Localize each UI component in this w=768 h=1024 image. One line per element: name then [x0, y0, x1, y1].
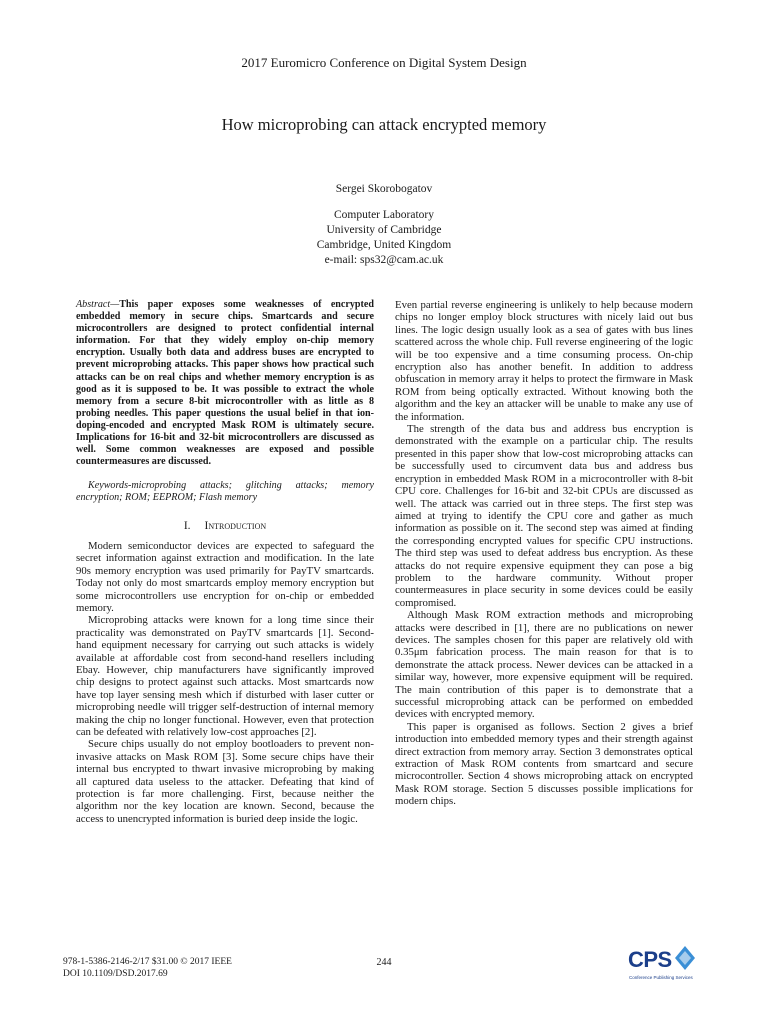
- conference-header: 2017 Euromicro Conference on Digital System Design: [241, 55, 527, 70]
- paragraph: Even partial reverse engineering is unlikely to help because modern chips no longer employ block structures with nicely laid out bus lines. The logic design usually look as a sea of gates with bus lines scattered across the whole chip. Full reverse engineering of the logic will be too expensive and a time consuming process. On-chip encryption also has another benefit. In addition to address obfuscation in memory array it helps to protect the firmware in Mask ROM from being optically extracted. Without knowing both the algorithm and the key an attacker will be unable to make any use of the information.: [395, 299, 693, 423]
- doi-line: DOI 10.1109/DSD.2017.69: [63, 968, 168, 979]
- paragraph: Modern semiconductor devices are expected to safeguard the secret information against extraction and modification. In the late 90s memory encryption was used primarily for PayTV smartcards. Today not only do most smartcards employ memory encryption but some microcontrollers use encryption for on-chip or embedded memory.: [76, 539, 374, 614]
- author-name: Sergei Skorobogatov: [335, 183, 433, 195]
- abstract-text: This paper exposes some weaknesses of encrypted embedded memory in secure chips. Smartcards and secure microcontrollers are designed to protect confidential internal information. For that they widely employ on-chip memory encryption. Usually both data and address buses are encrypted to prevent microprobing attacks. This paper shows how practical such attacks can be on real chips and whether memory encryption is as good as it is supposed to be. It was possible to extract the whole memory from a secure 8-bit microcontroller with as little as 8 probing needles. This paper questions the usual belief in that ion-doping-encoded and encrypted Mask ROM is ultimately secure. Implications for 16-bit and 32-bit microcontrollers are discussed as well. Some common weaknesses are exposed and possible countermeasures are discussed.: [76, 299, 374, 468]
- isbn-line: 978-1-5386-2146-2/17 $31.00 © 2017 IEEE: [63, 957, 232, 967]
- logo-diamond-icon: [674, 945, 696, 971]
- logo-text: CPS: [628, 947, 672, 972]
- paragraph: Secure chips usually do not employ bootloaders to prevent non-invasive attacks on Mask ROM [3]. Some secure chips have their internal bus encrypted to thwart invasive microprobing by making all captured data useless to the attacker. Defeating that kind of protection is far more challenging. First, because neither the algorithm nor the key location are known. Second, because the access to unencrypted information is buried deep inside the logic.: [76, 738, 374, 825]
- section-title: Introduction: [204, 519, 267, 532]
- keywords: Keywords-microprobing attacks; glitching attacks; memory encryption; ROM; EEPROM; Flash memory: [76, 480, 374, 504]
- section-number: I.: [183, 519, 191, 532]
- author-email: e-mail: sps32@cam.ac.uk: [324, 254, 444, 266]
- author-location: Cambridge, United Kingdom: [316, 239, 452, 251]
- paper-title: How microprobing can attack encrypted memory: [221, 115, 547, 134]
- author-block: [0, 182, 768, 268]
- section-heading: [76, 520, 374, 532]
- paragraph: The strength of the data bus and address bus encryption is demonstrated with the example on a particular chip. The results presented in this paper show that low-cost microprobing attacks can be successfully used to circumvent data bus and address bus encryption in embedded Mask ROM in a microcontroller with 8-bit CPU core. Challenges for 16-bit and 32-bit CPUs are discussed as well. The attack was carried out in three steps. The first step was aimed at trying to identify the CPU core and gather as much information as possible on it. The second step was aimed at finding the corresponding encrypted values for specific CPU instructions. The third step was used to defeat address bus encryption. As these attacks do not require expensive equipment they can pose a big problem to the hardware community. Without proper countermeasures in place security in some devices could be easily compromised.: [395, 423, 693, 609]
- abstract: [76, 299, 374, 468]
- paragraph: This paper is organised as follows. Section 2 gives a brief introduction into embedded memory types and their strength against direct extraction from memory array. Section 3 demonstrates optical extraction of Mask ROM contents from smartcard and secure microcontroller. Section 4 shows microprobing attack on encrypted Mask ROM storage. Section 5 discusses possible implications for modern chips.: [395, 720, 693, 808]
- paragraph: Microprobing attacks were known for a long time since their practicality was demonstrated on PayTV smartcards [1]. Second-hand equipment necessary for carrying out such attacks is widely available at affordable cost from second-hand resellers including Ebay. However, chip manufacturers have significantly improved chip designs to protect against such attacks. Most smartcards now have top layer sensing mesh which if disturbed with laser cutter or microprobing needle will trigger self-destruction of internal memory making the chip no longer functional. However, even that protection can be defeated with relatively low-cost approaches [2].: [76, 614, 374, 738]
- right-column: [395, 299, 693, 808]
- left-column: [76, 299, 374, 825]
- paragraph: Although Mask ROM extraction methods and microprobing attacks were described in [1], there are no publications on newer devices. The samples chosen for this paper are relatively old with 0.35μm fabrication process. The main reason for that is to demonstrate the attack process. Newer devices can be attacked in a similar way, however, more expensive equipment will be required. The main contribution of this paper is to demonstrate that a successful microprobing attack can be performed on embedded devices with encrypted memory.: [395, 609, 693, 721]
- logo-tagline: Conference Publishing Services: [629, 975, 693, 980]
- author-university: University of Cambridge: [326, 224, 442, 236]
- abstract-label: Abstract—: [76, 299, 120, 310]
- author-department: Computer Laboratory: [334, 209, 434, 221]
- cps-logo: [628, 945, 698, 987]
- page-number: 244: [376, 957, 392, 968]
